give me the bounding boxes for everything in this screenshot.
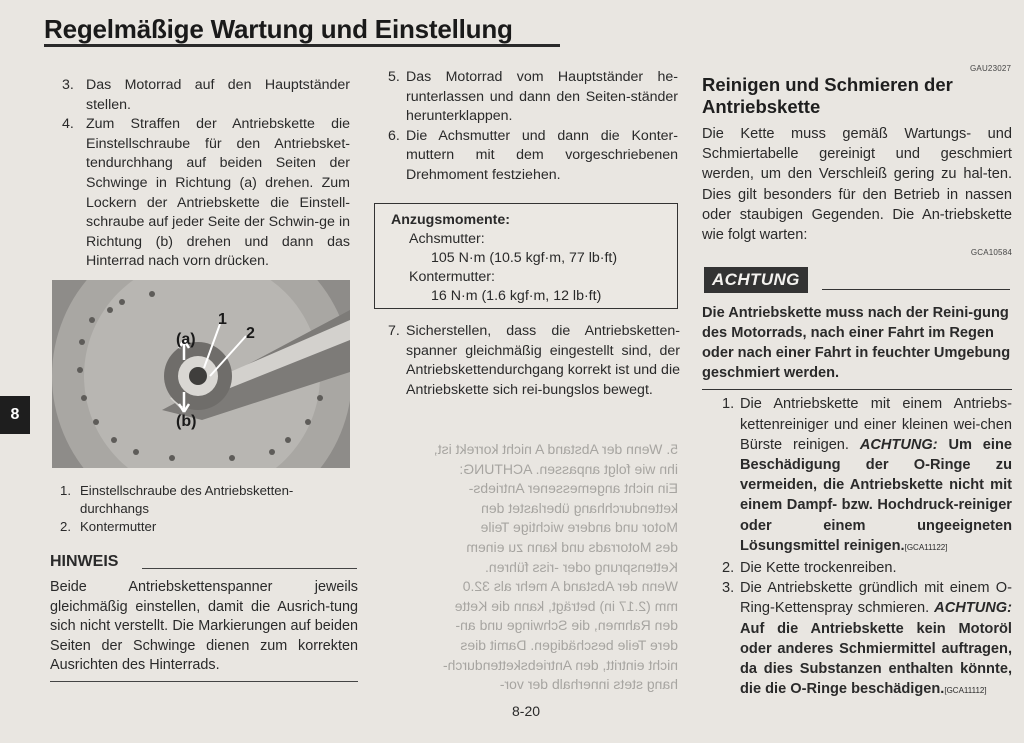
torque-spec-box (374, 203, 678, 309)
step-7 (378, 322, 680, 400)
axle-nut-label: Achsmutter: (409, 231, 485, 247)
step-number: 2. (722, 560, 735, 577)
step-text: Das Motorrad auf den Hauptständer stellen. (86, 77, 350, 113)
step-text: Die Antriebskette mit einem Antriebs-kettenreiniger und einer kleinen wei-chen Bürste reinigen. (740, 396, 1012, 453)
bleed-line: hang stets innerhalb der vor- (499, 676, 678, 693)
bleed-line: mm (2.17 in) beträgt, kann die Kette (454, 597, 678, 614)
step-number: 5. (388, 69, 400, 85)
lock-nut-label: Kontermutter: (409, 269, 495, 285)
step-caution-text: Um eine Beschädigung der O-Ringe zu vermeiden, die Antriebskette nicht mit einem Dampf- bzw. Hochdruck-reiniger oder einem ungeeigneten Lösungsmittel reinigen. (740, 436, 1013, 554)
column-3 (702, 68, 1012, 701)
step-text: Sicherstellen, dass die Antriebsketten-spanner gleichmäßig eingestellt sind, der Antriebskettendurchgang korrekt ist und die Antriebskette sich rei-bungslos bewegt. (406, 323, 680, 398)
step-text: Die Achsmutter und dann die Konter-muttern mit dem vorgeschriebenen Drehmoment festziehen. (406, 127, 678, 183)
label-1: 1 (218, 311, 227, 328)
step-text: Das Motorrad vom Hauptständer he-runterlassen und dann den Seiten-ständer herunterklappen. (406, 69, 678, 125)
achtung-rule (822, 289, 1010, 290)
step-number: 7. (388, 323, 400, 339)
bleed-line: ihn wie folgt anpassen. ACHTUNG: (459, 460, 678, 477)
step-text: Die Antriebskette gründlich mit einem O-Ring-Kettenspray schmieren. (740, 580, 1012, 617)
wheel-hub-illustration (52, 280, 350, 468)
column-2 (378, 68, 678, 186)
hinweis-end-rule (50, 681, 358, 682)
step-caution-text: Auf die Antriebskette kein Motoröl oder anderes Schmiermittel auftragen, da dies Substanzen enthalten könnte, die die O-Ringe beschädigen. (740, 620, 1012, 698)
step-caution-label: ACHTUNG: (934, 600, 1012, 617)
bleed-line: Kettensprung oder -riss führen. (485, 558, 678, 575)
step-6 (378, 127, 678, 186)
hinweis-heading: HINWEIS (50, 553, 119, 570)
bleed-line: Ein nicht angemessener Antriebs- (468, 480, 678, 497)
step-number: 4. (62, 116, 74, 133)
title-rule (44, 44, 560, 47)
step-text: Zum Straffen der Antriebskette die Einstellschraube für den Antriebsket-tendurchhang auf beiden Seiten der Schwinge in Richtung (a) drehen. Zum Lockern der Antriebskette die Einstell-schraube auf jeder Seite der Schwin-ge in Richtung (b) drehen und dann das Hinterrad nach vorn drücken. (86, 116, 350, 270)
torque-title: Anzugsmomente: (391, 212, 511, 228)
step-code: [GCA11122] (904, 542, 948, 552)
bleed-line: kettendurchhang überlastet den (481, 499, 678, 516)
legend-text: Einstellschraube des Antriebsketten-durchhangs (80, 483, 294, 516)
achtung-badge: ACHTUNG (704, 267, 808, 292)
legend-text: Kontermutter (80, 519, 157, 534)
chapter-tab: 8 (0, 396, 30, 434)
legend-number: 1. (60, 483, 71, 498)
clean-step-1 (702, 394, 1012, 558)
chain-adjuster-figure (52, 280, 350, 468)
bleed-line: dere Teile beschädigen. Damit dies (460, 636, 678, 653)
page-title: Regelmäßige Wartung und Einstellung (44, 14, 513, 44)
bleed-line: Motor und andere wichtige Teile (480, 519, 678, 536)
figure-legend (60, 482, 350, 536)
step-4 (50, 115, 350, 272)
bleed-line: Wenn der Abstand A mehr als 32.0 (462, 578, 678, 595)
page-number: 8-20 (512, 703, 541, 719)
column-1 (50, 76, 350, 272)
step-code: [GCA11112] (944, 686, 987, 696)
step-number: 3. (62, 77, 74, 93)
bleed-through-text (378, 440, 678, 695)
step-text: Die Kette trockenreiben. (740, 560, 897, 577)
caution-code: GCA10584 (970, 248, 1012, 258)
lock-nut-value: 16 N·m (1.6 kgf·m, 12 lb·ft) (431, 288, 602, 304)
section-code: GAU23027 (970, 64, 1012, 73)
step-number: 3. (722, 580, 735, 597)
bleed-line: 5. Wenn der Abstand A nicht korrekt ist, (433, 441, 678, 457)
section-heading: Reinigen und Schmieren der Antriebskette (702, 74, 953, 117)
column-2-step-7 (378, 322, 680, 400)
step-number: 6. (388, 127, 400, 144)
warning-rule (702, 389, 1012, 390)
bleed-line: nicht eintritt, den Antriebskettendurch- (442, 656, 678, 673)
legend-item (60, 518, 350, 536)
clean-step-2 (702, 558, 1012, 578)
warning-text: Die Antriebskette muss nach der Reini-gung des Motorrads, nach einer Fahrt im Regen oder nach einer Fahrt in feuchter Umgebung geschmiert werden. (702, 305, 1011, 382)
section-intro: Die Kette muss gemäß Wartungs- und Schmiertabelle gereinigt und geschmiert werden, um den Verschleiß gering zu hal-ten. Dies gilt besonders für den Betrieb in nassen oder staubigen Gegenden. Die An-triebskette wie folgt warten: (702, 126, 1012, 244)
label-b: (b) (176, 413, 197, 430)
bleed-line: des Motorrads und kann zu einem (466, 538, 678, 555)
legend-item (60, 482, 350, 518)
legend-number: 2. (60, 519, 71, 534)
achtung-header (702, 265, 1012, 297)
axle-nut-value: 105 N·m (10.5 kgf·m, 77 lb·ft) (431, 250, 618, 266)
step-3 (50, 76, 350, 115)
step-5 (378, 68, 678, 127)
bleed-line: den Rahmen, die Schwinge und an- (455, 617, 678, 634)
hinweis-rule (142, 568, 357, 569)
hinweis-text: Beide Antriebskettenspanner jeweils gleichmäßig einstellen, damit die Ausrich-tung sich nicht verstellt. Die Markierungen auf beiden Seiten der Schwinge dienen zum korrekten Ausrichten des Hinterrads. (50, 579, 358, 674)
label-2: 2 (246, 325, 255, 342)
label-a: (a) (176, 331, 196, 348)
clean-step-3 (702, 578, 1012, 701)
step-number: 1. (722, 396, 735, 413)
step-caution-label: ACHTUNG: (859, 436, 938, 453)
